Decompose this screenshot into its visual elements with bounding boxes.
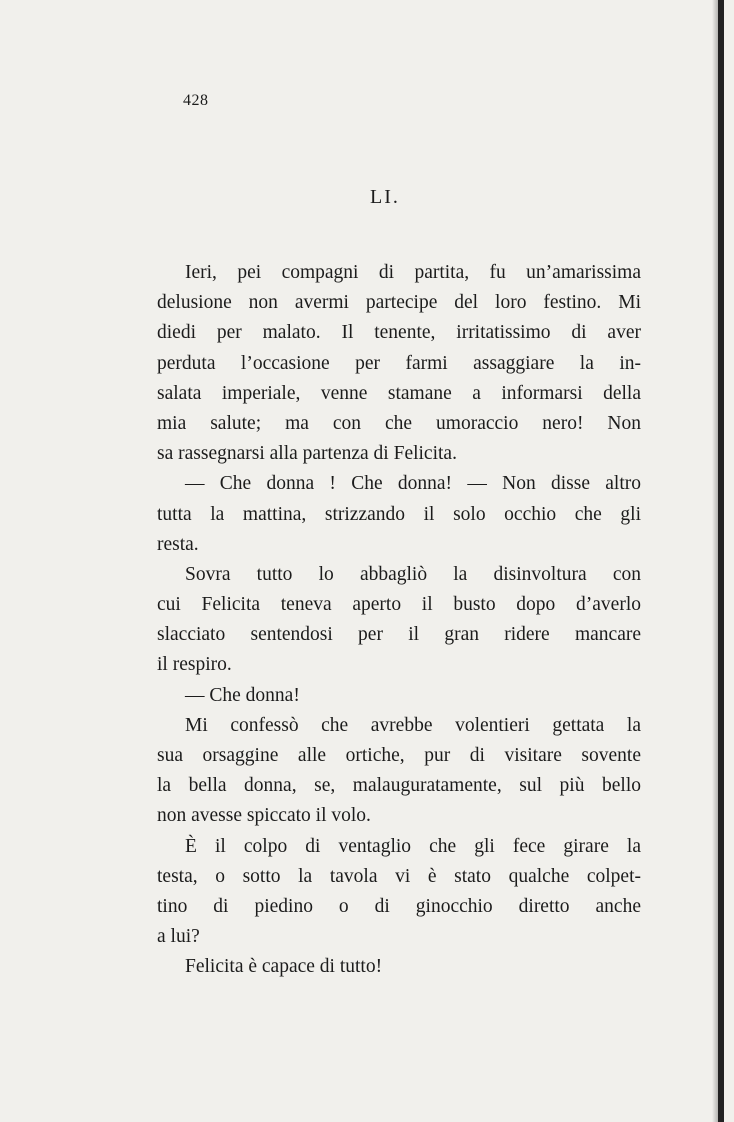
text-line-1: Ieri, pei compagni di partita, fu un’amarissima [185,262,641,283]
text-line-19: non avesse spiccato il volo. [157,805,371,827]
chapter-heading: LI. [370,186,400,208]
text-line-10: resta. [157,533,199,555]
text-line-21: testa, o sotto la tavola vi è stato qualche colpet- [157,865,641,887]
text-line-14: il respiro. [157,654,232,676]
text-line-7: sa rassegnarsi alla partenza di Felicita. [157,443,457,465]
text-line-23: a lui? [157,926,200,948]
text-line-12: cui Felicita teneva aperto il busto dopo d’averlo [157,594,641,616]
text-line-2: delusione non avermi partecipe del loro festino. Mi [157,292,641,314]
text-line-4: perduta l’occasione per farmi assaggiare la in- [157,352,641,374]
page-edge [718,0,724,1122]
text-line-18: la bella donna, se, malauguratamente, sul più bello [157,775,641,797]
text-line-3: diedi per malato. Il tenente, irritatissimo di aver [157,322,641,344]
text-line-8: — Che donna ! Che donna! — Non disse altro [185,473,641,495]
text-line-17: sua orsaggine alle ortiche, pur di visitare sovente [157,745,641,766]
text-line-11: Sovra tutto lo abbagliò la disinvoltura con [185,563,641,585]
text-line-6: mia salute; ma con che umoraccio nero! Non [157,412,641,434]
text-line-20: È il colpo di ventaglio che gli fece girare la [185,835,641,857]
text-line-5: salata imperiale, venne stamane a informarsi della [157,382,641,404]
text-line-13: slacciato sentendosi per il gran ridere mancare [157,624,641,646]
text-line-16: Mi confessò che avrebbe volentieri gettata la [185,714,641,736]
text-line-22: tino di piedino o di ginocchio diretto anche [157,895,641,917]
page-number: 428 [183,92,209,109]
text-line-15: — Che donna! [185,684,300,706]
text-line-9: tutta la mattina, strizzando il solo occhio che gli [157,503,641,525]
text-body [157,258,641,983]
text-line-24: Felicita è capace di tutto! [185,956,383,978]
